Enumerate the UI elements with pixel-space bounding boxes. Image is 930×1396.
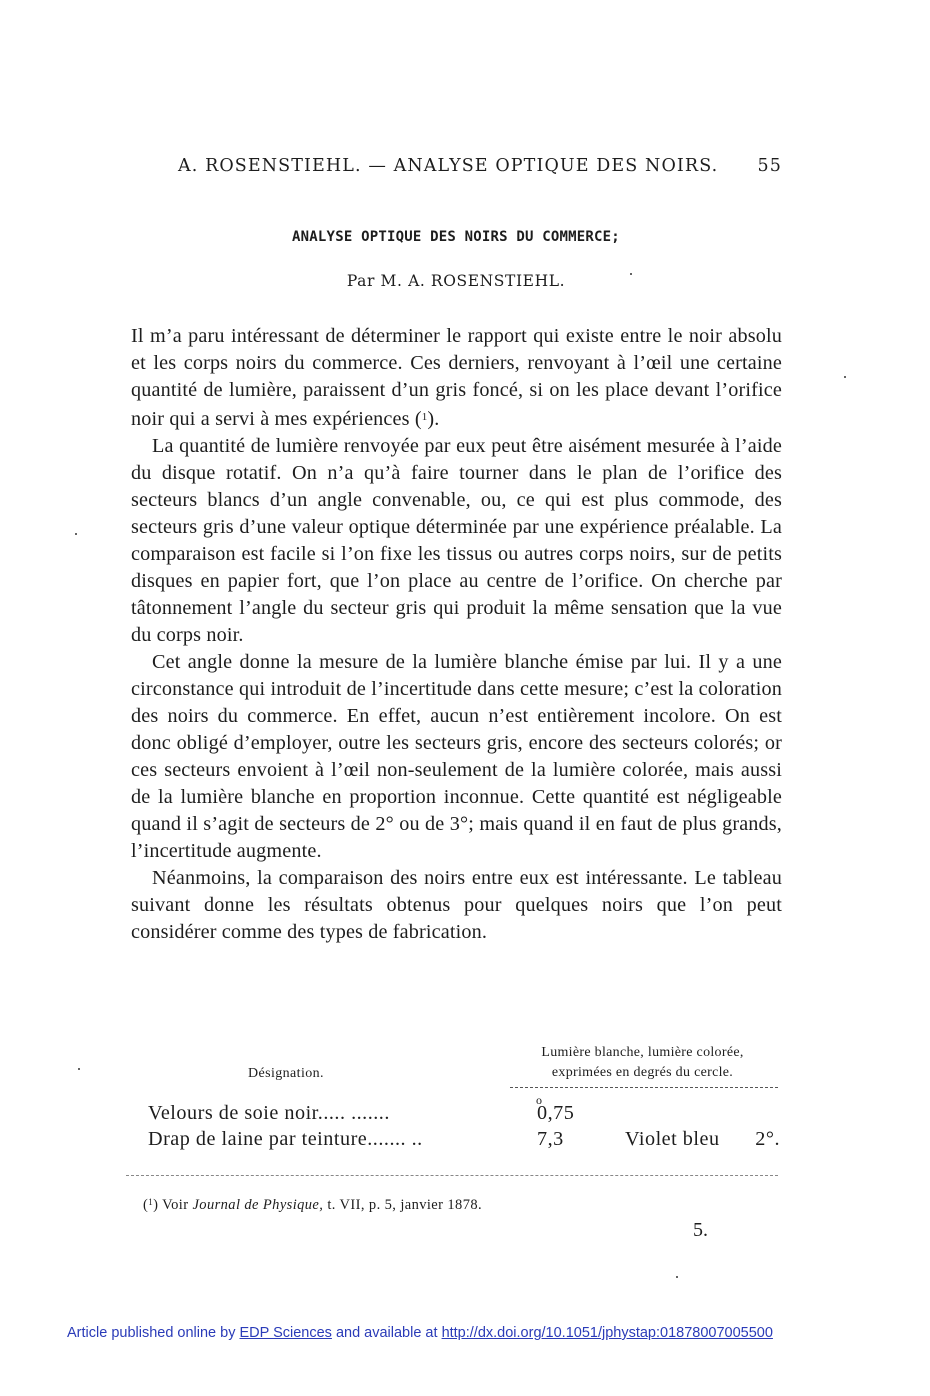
publisher-prefix: Article published online by bbox=[67, 1325, 240, 1341]
speck bbox=[75, 533, 77, 535]
footnote-prefix: ) Voir bbox=[153, 1197, 193, 1213]
row-designation: Drap de laine par teinture....... .. bbox=[148, 1128, 423, 1150]
footnote-rest: t. VII, p. 5, janvier 1878. bbox=[323, 1197, 483, 1213]
row-designation: Velours de soie noir..... ....... bbox=[148, 1102, 390, 1124]
paragraph-1-text: Il m’a paru intéressant de déterminer le rapport qui existe entre le noir absolu et les corps noirs du commerce. Ces derniers, renvoyant à l’œil une certaine quantité de lumière, paraissent d’un gris foncé, si on les place devant l’orifice noir qui a servi à mes expériences bbox=[131, 325, 782, 430]
doi-link[interactable]: http://dx.doi.org/10.1051/jphystap:01878007005500 bbox=[441, 1325, 773, 1341]
speck bbox=[78, 1068, 80, 1070]
table-header-values bbox=[503, 1043, 782, 1083]
publisher-middle: and available at bbox=[331, 1325, 442, 1341]
footnote-marker: 1 bbox=[148, 1197, 154, 1207]
article-title: ANALYSE OPTIQUE DES NOIRS DU COMMERCE; bbox=[292, 229, 620, 245]
row-white-light: 0,75 bbox=[537, 1102, 575, 1124]
publisher-link[interactable]: EDP Sciences bbox=[239, 1325, 332, 1341]
speck bbox=[676, 1276, 678, 1278]
running-head-title: A. ROSENSTIEHL. — ANALYSE OPTIQUE DES NOIRS. bbox=[178, 156, 719, 176]
paragraph-3: Cet angle donne la mesure de la lumière blanche émise par lui. Il y a une circonstance qui introduit de l’incertitude dans cette mesure; c’est la coloration des noirs du commerce. En effet, aucun n’est entièrement incolore. On est donc obligé d’employer, outre les secteurs gris, encore des secteurs colorés; or ces secteurs envoient à l’œil non-seulement de la lumière colorée, mais aussi de la lumière blanche en proportion inconnue. Cette quantité est négligeable quand il s’agit de secteurs de 2° ou de 3°; mais quand il en faut de plus grands, l’incertitude augmente. bbox=[131, 651, 782, 862]
article-byline: Par M. A. ROSENSTIEHL. bbox=[346, 272, 566, 290]
speck bbox=[630, 273, 632, 275]
article-body bbox=[131, 323, 782, 946]
table-header-rule bbox=[510, 1087, 778, 1088]
paragraph-1-tail: ). bbox=[427, 408, 440, 430]
table-header-designation: Désignation. bbox=[248, 1066, 324, 1081]
paragraph-1: Il m’a paru intéressant de déterminer le rapport qui existe entre le noir absolu et les corps noirs du commerce. Ces derniers, renvoyant à l’œil une certaine quantité de lumière, paraissent d’un gris foncé, si on les place devant l’orifice noir qui a servi à mes expériences ($^1$). bbox=[131, 325, 782, 430]
speck bbox=[844, 376, 846, 378]
footnote-reference: 1 bbox=[421, 411, 428, 423]
paragraph-4: Néanmoins, la comparaison des noirs entre eux est intéressante. Le tableau suivant donne les résultats obtenus pour quelques noirs que l’on peut considérer comme des types de fabrication. bbox=[131, 867, 782, 943]
table-row bbox=[148, 1128, 782, 1154]
signature-mark: 5. bbox=[693, 1219, 708, 1241]
degree-mark: o bbox=[536, 1093, 542, 1107]
paragraph-2: La quantité de lumière renvoyée par eux peut être aisément mesurée à l’aide du disque rotatif. On n’a qu’à faire tourner dans le plan de l’orifice des secteurs blancs d’un angle convenable, ou, ce qui est plus commode, des secteurs gris d’une valeur optique déterminée par une expérience préalable. La comparaison est facile si l’on fixe les tissus ou autres corps noirs, sur de petits disques en papier fort, que l’on place au centre de l’orifice. On cherche par tâtonnement l’angle du secteur gris qui produit la même sensation que la vue du corps noir. bbox=[131, 435, 782, 646]
table-header-values-line-1: Lumière blanche, lumière colorée, bbox=[541, 1045, 744, 1060]
table-header-values-line-2: exprimées en degrés du cercle. bbox=[551, 1065, 734, 1080]
row-colored-light: Violet bleu bbox=[625, 1128, 720, 1150]
page-number: 55 bbox=[757, 156, 782, 176]
table-bottom-rule bbox=[126, 1175, 778, 1176]
row-colored-degrees: 2°. bbox=[755, 1128, 780, 1150]
table-row bbox=[148, 1102, 782, 1128]
footnote: ($^1$) Voir Journal de Physique, t. VII, p. 5, janvier 1878. bbox=[143, 1197, 483, 1213]
footnote-journal: Journal de Physique, bbox=[192, 1197, 324, 1213]
running-head bbox=[178, 156, 782, 180]
row-white-light: 7,3 bbox=[537, 1128, 564, 1150]
publisher-line bbox=[67, 1325, 773, 1341]
